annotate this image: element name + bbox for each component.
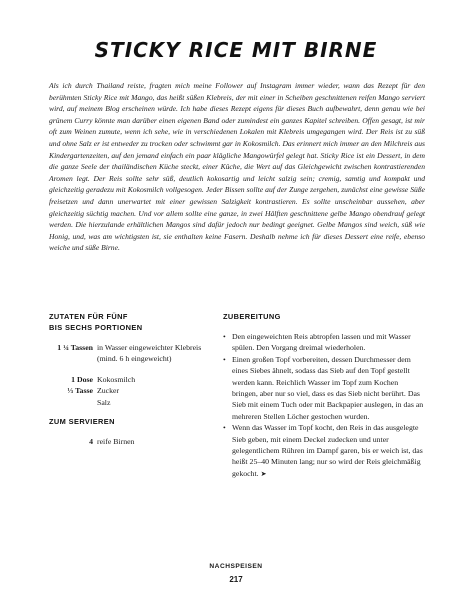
ingredient-row bbox=[49, 374, 209, 385]
preparation-column bbox=[223, 311, 425, 480]
footer-section-name: NACHSPEISEN bbox=[209, 563, 263, 570]
ingredients-heading-line2: BIS SECHS PORTIONEN bbox=[49, 323, 143, 332]
ingredient-row bbox=[49, 397, 209, 408]
step-item bbox=[223, 422, 425, 480]
serving-qty: 4 bbox=[89, 437, 93, 447]
ingredient-qty: 1 Dose bbox=[71, 374, 93, 384]
step-item bbox=[223, 354, 425, 422]
serving-row bbox=[49, 436, 209, 447]
ingredient-name: Kokosmilch bbox=[97, 374, 136, 384]
ingredients-column bbox=[49, 311, 209, 447]
recipe-title: STICKY RICE MIT BIRNE bbox=[94, 38, 378, 62]
ingredient-qty: ⅓ Tasse bbox=[67, 386, 93, 396]
preparation-steps bbox=[223, 331, 425, 480]
step-text: Einen großen Topf vorbereiten, dessen Durchmesser dem eines Siebes ähnelt, sodass das Sieb auf den Topf gestellt werden kann. Reichlich Wasser im Topf zum Kochen bringen, aber nur so viel, dass es das Sieb nicht berührt. Das Sieb mit einem Tuch oder mit Backpapier auslegen, in das an mehreren Stellen Löcher gestochen wurden. bbox=[232, 354, 424, 421]
arrow-right-icon: ➤ bbox=[260, 469, 267, 478]
ingredient-row bbox=[49, 385, 209, 396]
page-number: 217 bbox=[229, 575, 243, 584]
ingredient-qty bbox=[49, 397, 97, 408]
intro-paragraph: Als ich durch Thailand reiste, fragten mich meine Follower auf Instagram immer wieder, wann das Rezept für den berühmten Sticky Rice mit Mango, das heißt süßen Klebreis, der mit einer in Scheiben geschnittenen reifen Mango serviert wird, auf meinem Blog erscheinen würde. Ich habe dieses Rezept eigens für dieses Buch aufbewahrt, denn genau wie bei grünem Curry könnte man darüber einen eigenen Band oder zumindest ein ganzes Kapitel schreiben. Offen gesagt, ist mir oft zum Weinen zumute, wenn ich sehe, wie in verschiedenen Lokalen mit Klebreis umgegangen wird. Der Reis ist zu süß und ohne Salz er ist entweder zu trocken oder schwimmt gar in Kokosmilch. Das erinnert mich immer an den Milchreis aus Kindergartenzeiten, auf den jemand einfach ein paar klägliche Mangowürfel gelegt hat. Sticky Rice ist ein Dessert, in dem die ganze Seele der thailändischen Küche steckt, einer Küche, die Wert auf das Gleichgewicht zwischen kontrastierenden Aromen legt. Der Reis sollte sehr süß, deutlich kokosartig und leicht salzig sein; cremig, samtig und kompakt und gleichzeitig geradezu mit Kokosmilch vollgesogen. Jeder Bissen sollte auf der Zunge zergehen, zunächst eine gewisse Süße freisetzen und dann unerwartet mit einer gewissen Salzigkeit kontrastieren. Es sollte unscheinbar aussehen, aber gleichzeitig süchtig machen. Und vor allem sollte eine ganze, in zwei Hälften geschnittene gelbe Mango obendrauf gelegt werden. Die hierzulande erhältlichen Mangos sind dafür jedoch nur bedingt geeignet. Gelbe Mangos sind weich, süß wie Honig, und, was am wichtigsten ist, sie enthalten keine Fasern. Deshalb nehme ich für dieses Dessert eine reife, ebenso weiche und süße Birne. bbox=[49, 81, 425, 253]
step-text: Den eingeweichten Reis abtropfen lassen und mit Wasser spülen. Den Vorgang dreimal wiederholen. bbox=[232, 332, 411, 353]
ingredient-name: Zucker bbox=[97, 386, 120, 396]
ingredient-qty: 1 ¼ Tassen bbox=[57, 343, 93, 352]
ingredient-row bbox=[49, 342, 209, 365]
step-text: Wenn das Wasser im Topf kocht, den Reis in das ausgelegte Sieb geben, mit einem Deckel zudecken und unter gelegentlichem Rühren im Dampf garen, bis er weich ist, das heißt 25–40 Minuten lang; nur so wird der Reis gleichmäßig gekocht. bbox=[232, 423, 423, 478]
serving-heading: ZUM SERVIEREN bbox=[49, 417, 115, 427]
ingredient-name: in Wasser eingeweichter Klebreis (mind. 6 h eingeweicht) bbox=[97, 343, 202, 364]
preparation-heading: ZUBEREITUNG bbox=[223, 312, 281, 321]
serving-name: reife Birnen bbox=[97, 437, 135, 447]
step-item bbox=[223, 331, 425, 354]
ingredient-name: Salz bbox=[97, 397, 111, 407]
ingredients-heading-line1: ZUTATEN FÜR FÜNF bbox=[49, 312, 128, 321]
